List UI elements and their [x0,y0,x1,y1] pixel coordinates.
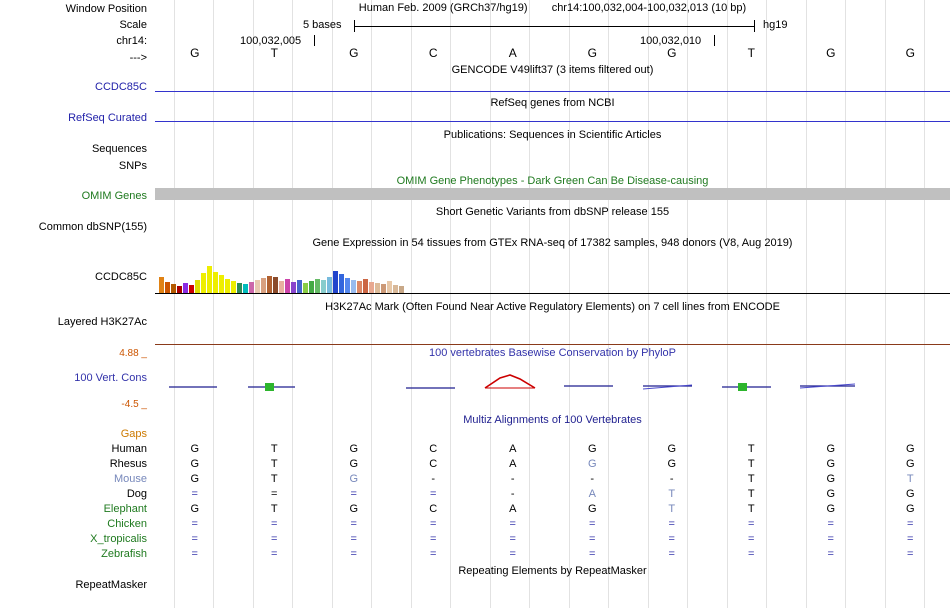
assembly-text: Human Feb. 2009 (GRCh37/hg19) [358,2,528,14]
gtex-bar[interactable] [375,283,380,293]
alignment-base: = [668,533,675,545]
gtex-bar[interactable] [381,284,386,293]
gtex-bar[interactable] [207,266,212,293]
gtex-bar[interactable] [213,272,218,293]
alignment-base: G [826,443,836,455]
label-species-chicken[interactable]: Chicken [107,518,147,530]
alignment-base: A [509,443,517,455]
label-species-elephant[interactable]: Elephant [103,503,147,515]
alignment-base: = [191,533,198,545]
alignment-base: = [191,518,198,530]
label-species-zebrafish[interactable]: Zebrafish [101,548,147,560]
alignment-base: C [429,443,438,455]
gtex-bar[interactable] [297,280,302,293]
alignment-base: = [430,518,437,530]
alignment-base: G [349,458,359,470]
track-area [155,0,950,608]
alignment-base: = [907,548,914,560]
alignment-base: C [429,458,438,470]
gtex-bar[interactable] [201,273,206,293]
alignment-base: T [747,473,755,485]
gtex-bar[interactable] [285,279,290,293]
ruler-base: G [587,46,597,60]
label-common-dbsnp[interactable]: Common dbSNP(155) [38,221,147,233]
alignment-base: = [350,518,357,530]
conservation-plot[interactable] [155,370,950,402]
alignment-base: - [510,473,515,485]
gencode-track-title[interactable]: GENCODE V49lift37 (3 items filtered out) [451,64,654,76]
multiz-track-title[interactable]: Multiz Alignments of 100 Vertebrates [463,414,642,426]
ruler-base: G [826,46,836,60]
scale-text: 5 bases [303,19,342,31]
alignment-base: = [907,533,914,545]
scale-bar [354,26,754,27]
alignment-base: = [271,518,278,530]
ruler-base: G [190,46,200,60]
alignment-base: = [350,488,357,500]
ruler-base: T [270,46,278,60]
gtex-bar[interactable] [183,283,188,293]
alignment-base: T [747,503,755,515]
gtex-bar[interactable] [327,277,332,293]
alignment-base: - [669,473,674,485]
alignment-base: T [270,503,278,515]
alignment-base: T [747,488,755,500]
gtex-bar[interactable] [351,280,356,293]
label-species-mouse[interactable]: Mouse [113,473,147,485]
gtex-bar[interactable] [357,281,362,293]
alignment-base: = [271,548,278,560]
refseq-feature-line[interactable] [155,121,950,122]
label-strand-arrow: ---> [129,52,147,64]
conservation-min-value: -4.5 _ [121,399,147,410]
coord-caret-left [314,35,315,46]
ruler-base: C [428,46,438,60]
alignment-base: = [271,533,278,545]
gtex-bar[interactable] [159,277,164,293]
coord-label-right: 100,032,010 [640,35,702,47]
conservation-track-title[interactable]: 100 vertebrates Basewise Conservation by PhyloP [428,347,677,359]
alignment-base: = [748,518,755,530]
alignment-base: G [905,503,915,515]
label-snps[interactable]: SNPs [118,160,147,172]
gtex-bar[interactable] [177,286,182,293]
gtex-bar[interactable] [363,279,368,293]
label-species-x-tropicalis[interactable]: X_tropicalis [90,533,147,545]
h3k27ac-track-title[interactable]: H3K27Ac Mark (Often Found Near Active Regulatory Elements) on 7 cell lines from ENCODE [325,301,780,313]
alignment-base: = [430,533,437,545]
label-repeatmasker[interactable]: RepeatMasker [75,579,147,591]
alignment-base: G [826,458,836,470]
alignment-base: T [668,488,676,500]
ruler-base: G [349,46,359,60]
scale-tick-left [354,20,355,32]
gtex-expression-bars[interactable] [159,253,419,293]
alignment-base: - [510,488,515,500]
omim-track-title[interactable]: OMIM Gene Phenotypes - Dark Green Can Be Disease-causing [396,175,709,187]
ruler-base: G [905,46,915,60]
gtex-track-title[interactable]: Gene Expression in 54 tissues from GTEx RNA-seq of 17382 samples, 948 donors (V8, Aug 2019) [312,237,793,249]
label-species-dog[interactable]: Dog [126,488,147,500]
alignment-row[interactable] [155,458,950,470]
alignment-base: = [589,548,596,560]
alignment-base: G [587,503,597,515]
label-window-position: Window Position [65,3,147,15]
label-species-rhesus[interactable]: Rhesus [109,458,147,470]
alignment-base: A [588,488,596,500]
alignment-row[interactable] [155,533,950,545]
position-text: chr14:100,032,004-100,032,013 (10 bp) [551,2,747,14]
publications-track-title[interactable]: Publications: Sequences in Scientific Articles [443,129,662,141]
coord-caret-right [714,35,715,46]
alignment-base: = [191,488,198,500]
gtex-bar[interactable] [291,282,296,293]
label-species-human[interactable]: Human [111,443,147,455]
gtex-bar[interactable] [195,280,200,293]
gtex-bar[interactable] [345,278,350,293]
ruler-base: G [667,46,677,60]
alignment-base: = [271,488,278,500]
refseq-track-title[interactable]: RefSeq genes from NCBI [490,97,615,109]
gtex-baseline [155,293,950,294]
label-refseq[interactable]: RefSeq Curated [68,112,147,124]
alignment-base: G [826,473,836,485]
gtex-bar[interactable] [165,282,170,293]
gtex-bar[interactable] [369,282,374,293]
alignment-base: A [509,458,517,470]
gtex-bar[interactable] [309,281,314,293]
alignment-base: G [349,473,359,485]
alignment-base: G [826,488,836,500]
alignment-base: = [748,533,755,545]
alignment-base: = [907,518,914,530]
alignment-base: G [667,443,677,455]
label-gencode[interactable]: CCDC85C [95,81,147,93]
alignment-base: = [191,548,198,560]
gtex-bar[interactable] [225,279,230,293]
alignment-base: G [349,503,359,515]
gtex-bar[interactable] [399,286,404,293]
alignment-base: C [429,503,438,515]
alignment-base: G [667,458,677,470]
gencode-feature-line[interactable] [155,91,950,92]
alignment-base: = [350,533,357,545]
label-100-vert-cons[interactable]: 100 Vert. Cons [74,372,147,384]
alignment-base: G [349,443,359,455]
gtex-bar[interactable] [231,281,236,293]
alignment-base: = [589,533,596,545]
alignment-base: = [350,548,357,560]
gtex-bar[interactable] [171,284,176,293]
alignment-base: G [905,443,915,455]
alignment-base: = [827,533,834,545]
gtex-bar[interactable] [273,277,278,293]
gtex-bar[interactable] [249,282,254,293]
h3k27ac-baseline [155,344,950,345]
alignment-base: = [509,548,516,560]
alignment-row[interactable] [155,443,950,455]
alignment-row[interactable] [155,488,950,500]
repeatmasker-track-title[interactable]: Repeating Elements by RepeatMasker [458,565,647,577]
gtex-bar[interactable] [279,281,284,293]
alignment-base: T [270,458,278,470]
label-layered-h3k27ac[interactable]: Layered H3K27Ac [57,316,147,328]
alignment-base: = [668,548,675,560]
alignment-base: = [509,518,516,530]
omim-feature-bar[interactable] [155,188,950,200]
alignment-base: T [906,473,914,485]
alignment-base: T [747,443,755,455]
alignment-base: = [827,548,834,560]
gtex-bar[interactable] [315,279,320,293]
assembly-db-text: hg19 [763,19,788,31]
gtex-bar[interactable] [189,285,194,293]
coord-label-left: 100,032,005 [240,35,302,47]
alignment-base: A [509,503,517,515]
label-chrom: chr14: [116,35,147,47]
alignment-base: = [827,518,834,530]
alignment-base: T [270,443,278,455]
gtex-bar[interactable] [243,284,248,293]
alignment-base: = [509,533,516,545]
label-omim-genes[interactable]: OMIM Genes [81,190,147,202]
alignment-base: T [747,458,755,470]
alignment-base: = [668,518,675,530]
alignment-row[interactable] [155,548,950,560]
gtex-bar[interactable] [321,280,326,293]
alignment-base: G [905,488,915,500]
label-scale: Scale [119,19,147,31]
alignment-base: G [190,503,200,515]
track-label-column [0,0,155,608]
ruler-base: T [747,46,755,60]
dbsnp-track-title[interactable]: Short Genetic Variants from dbSNP release 155 [435,206,670,218]
alignment-base: G [190,458,200,470]
gtex-bar[interactable] [303,283,308,293]
label-sequences[interactable]: Sequences [91,143,147,155]
alignment-base: G [190,473,200,485]
alignment-base: = [748,548,755,560]
ruler-base: A [508,46,517,60]
alignment-base: G [190,443,200,455]
gtex-bar[interactable] [339,274,344,293]
alignment-base: T [270,473,278,485]
scale-tick-right [754,20,755,32]
gtex-bar[interactable] [237,283,242,293]
conservation-max-value: 4.88 _ [119,348,147,359]
gtex-bar[interactable] [387,281,392,293]
label-gaps[interactable]: Gaps [120,428,147,440]
gtex-bar[interactable] [255,280,260,293]
gtex-bar[interactable] [333,271,338,293]
alignment-base: G [826,503,836,515]
alignment-base: G [587,443,597,455]
alignment-base: = [430,488,437,500]
alignment-base: G [587,458,597,470]
gtex-bar[interactable] [267,276,272,293]
alignment-row[interactable] [155,473,950,485]
alignment-base: T [668,503,676,515]
alignment-base: = [589,518,596,530]
alignment-row[interactable] [155,503,950,515]
alignment-row[interactable] [155,518,950,530]
gtex-bar[interactable] [219,275,224,293]
alignment-base: - [590,473,595,485]
window-position-text [155,2,950,14]
gtex-bar[interactable] [261,278,266,293]
alignment-base: - [431,473,436,485]
gtex-bar[interactable] [393,285,398,293]
alignment-base: G [905,458,915,470]
label-gtex-ccdc85c[interactable]: CCDC85C [95,271,147,283]
alignment-base: = [430,548,437,560]
